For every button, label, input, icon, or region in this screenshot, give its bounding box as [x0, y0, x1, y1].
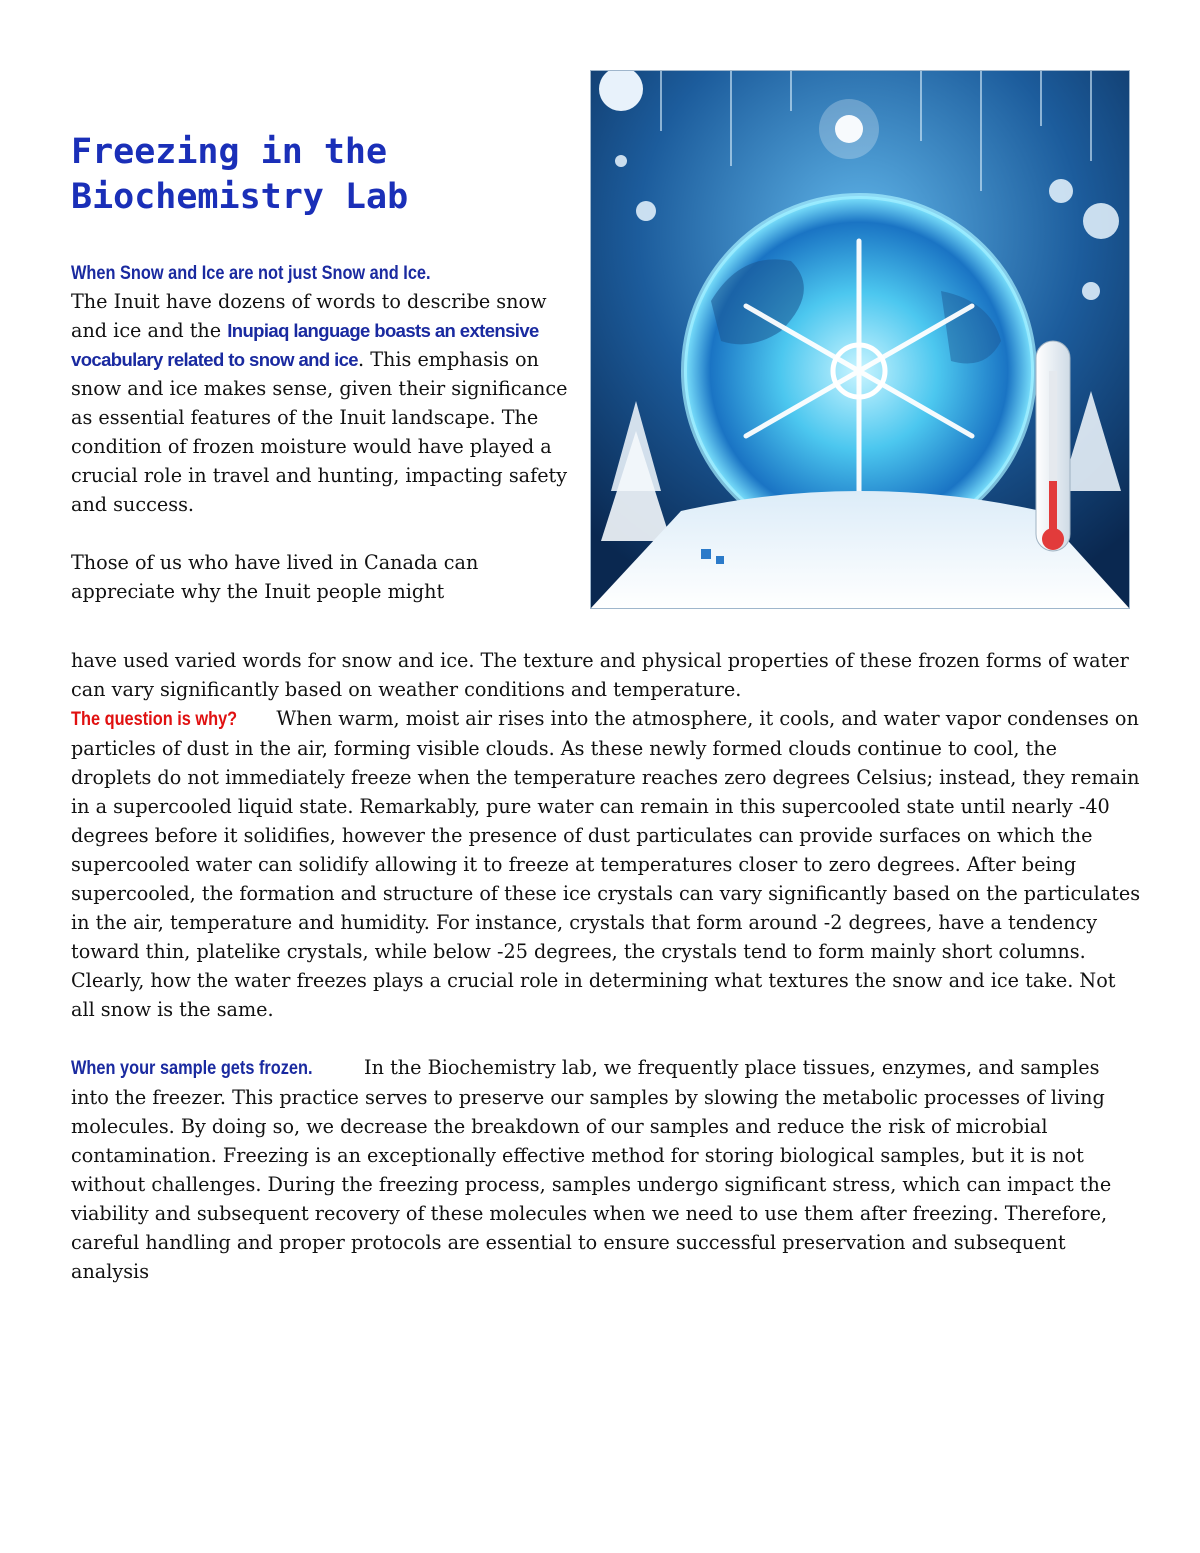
intro-paragraph — [71, 287, 571, 519]
question-label: The question is why? — [71, 709, 238, 730]
title-line-2: Biochemistry Lab — [71, 177, 409, 217]
intro-text-b: . This emphasis on snow and ice makes sense, given their significance as essential features of the Inuit landscape. The condition of frozen moisture would have played a crucial role in travel and hunting, impacting safety and success. — [71, 348, 568, 516]
section-heading-snow-ice: When Snow and Ice are not just Snow and Ice. — [71, 263, 431, 284]
intro-text-a: The Inuit have dozens of words to describe snow and ice and the — [71, 290, 547, 342]
canada-paragraph-continued: have used varied words for snow and ice. The texture and physical properties of these frozen forms of water can vary significantly based on weather conditions and temperature. — [71, 649, 1129, 701]
supercooling-paragraph — [71, 704, 1141, 1024]
main-column — [71, 646, 1141, 1286]
canada-paragraph-start: Those of us who have lived in Canada can appreciate why the Inuit people might — [71, 551, 479, 603]
intro-column — [71, 258, 571, 606]
sample-frozen-paragraph — [71, 1053, 1141, 1286]
section-heading-sample-frozen: When your sample gets frozen. — [71, 1058, 313, 1079]
document-title — [71, 130, 571, 220]
sample-frozen-text: In the Biochemistry lab, we frequently place tissues, enzymes, and samples into the freezer. This practice serves to preserve our samples by slowing the metabolic processes of living molecules. By doing so, we decrease the breakdown of our samples and reduce the risk of microbial contamination. Freezing is an exceptionally effective method for storing biological samples, but it is not without challenges. During the freezing process, samples undergo significant stress, which can impact the viability and subsequent recovery of these molecules when we need to use them after freezing. Therefore, careful handling and proper protocols are essential to ensure successful preservation and subsequent analysis — [71, 1056, 1112, 1283]
title-line-1: Freezing in the — [71, 132, 388, 172]
inupiaq-highlight: Inupiaq language boasts an extensive vocabulary related to snow and ice — [71, 320, 539, 370]
supercooling-text: When warm, moist air rises into the atmosphere, it cools, and water vapor condenses on particles of dust in the air, forming visible clouds. As these newly formed clouds continue to cool, the droplets do not immediately freeze when the temperature reaches zero degrees Celsius; instead, they remain in a supercooled liquid state. Remarkably, pure water can remain in this supercooled state until nearly -40 degrees before it solidifies, however the presence of dust particulates can provide surfaces on which the supercooled water can solidify allowing it to freeze at temperatures closer to zero degrees. After being supercooled, the formation and structure of these ice crystals can vary significantly based on the particulates in the air, temperature and humidity. For instance, crystals that form around -2 degrees, have a tendency toward thin, platelike crystals, while below -25 degrees, the crystals tend to form mainly short columns. Clearly, how the water freezes plays a crucial role in determining what textures the snow and ice take. Not all snow is the same. — [71, 707, 1141, 1021]
winter-globe-illustration — [590, 70, 1130, 609]
